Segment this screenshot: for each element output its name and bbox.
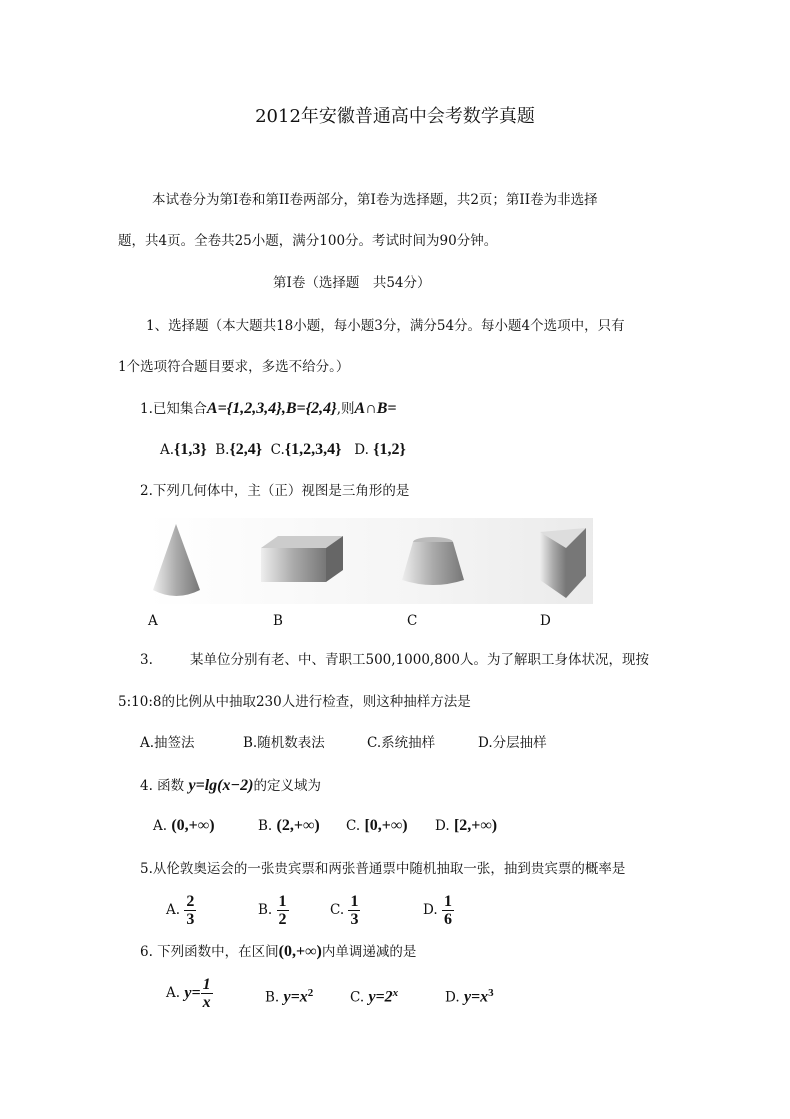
q1-mid: ,则 [336,401,355,417]
q6-option-a: A. y= $\frac{1}{x}$ [166,976,211,1011]
q3-option-a: A.抽签法 [140,735,195,751]
question-2: 2.下列几何体中，主（正）视图是三角形的是 [140,483,410,499]
q4-stem: 4. 函数 [140,778,185,794]
figure-label-a: A [148,613,158,629]
q4-option-a: A. (0,+∞) [153,817,215,834]
q4-math: y=lg(x−2) [188,777,254,794]
question-5: 5.从伦敦奥运会的一张贵宾票和两张普通票中随机抽取一张，抽到贵宾票的概率是 [140,861,626,877]
instructions-line-1: 1、选择题（本大题共18小题，每小题3分，满分54分。每小题4个选项中，只有 [146,318,625,334]
q5-option-d: D. $\frac{1}{6}$ [423,893,452,928]
q4-option-b: B. (2,+∞) [258,817,320,834]
figure-label-b: B [273,613,283,629]
question-6: 6. 下列函数中，在区间(0,+∞)内单调递减的是 [140,943,417,960]
geometry-figures [148,518,593,604]
figure-label-d: D [540,613,551,629]
q6-option-b: B. $y=x^2$ [265,987,314,1006]
q4-stem-2: 的定义域为 [253,778,321,794]
q1-option-a: {1,3} [174,441,207,458]
q5-option-b: B. $\frac{1}{2}$ [258,893,287,928]
page-title: 2012年安徽普通高中会考数学真题 [255,106,535,127]
question-4 [140,777,321,795]
q4-option-c: C. [0,+∞) [346,817,408,834]
q5-option-a: A. $\frac{2}{3}$ [166,893,195,928]
q4-option-d: D. [2,+∞) [435,817,498,834]
q3-option-b: B.随机数表法 [243,735,325,751]
q1-option-a-label: A. [160,442,175,458]
q1-option-d-label: D. [354,442,369,458]
q1-option-c-label: C. [270,442,285,458]
q5-option-c: C. $\frac{1}{3}$ [330,893,359,928]
instructions-line-2: 1个选项符合题目要求，多选不给分。） [118,359,350,375]
q6-option-d: D. $y=x^3$ [445,987,494,1006]
q1-options [160,441,406,459]
q3-option-c: C.系统抽样 [367,735,436,751]
intro-line-1: 本试卷分为第I卷和第II卷两部分，第I卷为选择题，共2页；第II卷为非选择 [152,192,598,208]
cuboid-figure [261,536,343,582]
q6-option-c: C. $y=2^x$ [350,987,399,1006]
q1-option-c: {1,2,3,4} [284,441,342,458]
question-1 [140,400,397,418]
q1-option-b-label: B. [215,442,230,458]
q3-option-d: D.分层抽样 [478,735,547,751]
q1-math2: A∩B= [354,400,397,417]
section-heading: 第I卷（选择题 共54分） [273,275,431,291]
intro-line-2: 题，共4页。全卷共25小题，满分100分。考试时间为90分钟。 [118,233,498,249]
q1-option-b: {2,4} [229,441,263,458]
q3-stem-1: 某单位分别有老、中、青职工500,1000,800人。为了解职工身体状况，现按 [190,652,649,668]
figure-label-c: C [407,613,418,629]
q1-stem: 1.已知集合 [140,401,207,417]
q1-option-d: {1,2} [373,441,406,458]
q3-number: 3. [140,652,153,668]
q1-math: A={1,2,3,4},B={2,4} [206,400,337,417]
q3-stem-2: 5:10:8的比例从中抽取230人进行检查，则这种抽样方法是 [118,694,471,710]
